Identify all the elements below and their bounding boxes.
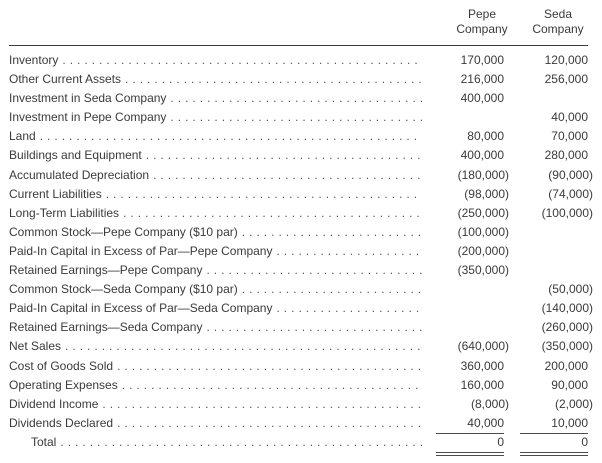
pepe-value: 170,000 [460, 53, 504, 67]
table-row [9, 242, 588, 261]
pepe-value: 40,000 [436, 414, 504, 434]
pepe-value: (98,000) [464, 186, 509, 201]
dot-leader [122, 376, 422, 395]
table-header [9, 7, 588, 37]
pepe-value: 360,000 [460, 358, 504, 373]
pepe-value: 400,000 [460, 148, 504, 163]
row-label: Retained Earnings—Seda Company [9, 320, 203, 335]
column-header-pepe [448, 7, 516, 37]
table-body [9, 51, 593, 452]
row-label: Other Current Assets [9, 72, 122, 87]
table-row [9, 166, 593, 185]
dot-leader [40, 127, 422, 146]
seda-value: 256,000 [544, 72, 588, 87]
row-label: Total [31, 434, 57, 449]
table-row [9, 280, 593, 299]
row-label: Current Liabilities [9, 186, 102, 201]
dot-leader [276, 299, 422, 318]
seda-value: (260,000) [541, 320, 593, 335]
table-row [9, 146, 588, 165]
dot-leader [276, 242, 422, 261]
dot-leader [106, 185, 422, 204]
seda-value: 10,000 [520, 414, 588, 434]
table-row [9, 414, 588, 433]
row-label: Dividends Declared [9, 415, 114, 430]
column-header-seda-line1: Seda [543, 7, 573, 21]
dot-leader [102, 395, 422, 414]
dot-leader [206, 261, 422, 280]
pepe-value: (8,000) [470, 396, 509, 411]
dot-leader [153, 166, 422, 185]
dot-leader [62, 51, 422, 70]
pepe-value: 0 [436, 433, 504, 453]
table-row [9, 395, 593, 414]
row-label: Net Sales [9, 339, 62, 354]
row-label: Inventory [9, 53, 59, 67]
column-header-pepe-line2: Company [456, 22, 508, 36]
pepe-value: (200,000) [457, 243, 509, 258]
dot-leader [60, 433, 422, 452]
column-header-seda-line2: Company [532, 22, 584, 36]
dot-leader [65, 337, 422, 356]
seda-value: (50,000) [548, 282, 593, 297]
table-row [9, 376, 588, 395]
row-label: Cost of Goods Sold [9, 358, 114, 373]
row-label: Buildings and Equipment [9, 148, 142, 163]
seda-value: 280,000 [544, 148, 588, 163]
header-divider [9, 45, 588, 46]
row-label: Paid-In Capital in Excess of Par—Pepe Company [9, 243, 273, 258]
pepe-value: (640,000) [457, 339, 509, 354]
pepe-value: (350,000) [457, 263, 509, 278]
pepe-value: 160,000 [460, 377, 504, 392]
dot-leader [117, 357, 422, 376]
row-label: Investment in Pepe Company [9, 110, 167, 125]
table-row [9, 433, 588, 452]
row-label: Investment in Seda Company [9, 91, 167, 106]
row-label: Accumulated Depreciation [9, 167, 150, 182]
seda-value: 120,000 [544, 53, 588, 67]
seda-value: (140,000) [541, 301, 593, 316]
seda-value: (74,000) [548, 186, 593, 201]
table-row [9, 127, 588, 146]
table-row [9, 89, 588, 108]
table-row [9, 357, 588, 376]
table-row [9, 261, 588, 280]
pepe-value: 80,000 [467, 129, 504, 144]
table-row [9, 223, 588, 242]
table-row [9, 108, 588, 127]
dot-leader [206, 318, 422, 337]
table-row [9, 185, 593, 204]
table-row [9, 51, 588, 70]
table-row [9, 204, 593, 223]
seda-value: (350,000) [541, 339, 593, 354]
pepe-value: (100,000) [457, 224, 509, 239]
seda-value: (2,000) [554, 396, 593, 411]
seda-value: (100,000) [541, 205, 593, 220]
seda-value: 90,000 [551, 377, 588, 392]
seda-value: 40,000 [551, 110, 588, 125]
pepe-value: 400,000 [460, 91, 504, 106]
row-label: Common Stock—Seda Company ($10 par) [9, 282, 238, 297]
column-header-pepe-line1: Pepe [467, 7, 497, 21]
seda-value: 70,000 [551, 129, 588, 144]
row-label: Operating Expenses [9, 377, 118, 392]
pepe-value: 216,000 [460, 72, 504, 87]
row-label: Dividend Income [9, 396, 99, 411]
dot-leader [123, 204, 422, 223]
dot-leader [117, 414, 422, 433]
row-label: Land [9, 129, 36, 144]
pepe-value: (180,000) [457, 167, 509, 182]
dot-leader [170, 108, 422, 127]
seda-value: 0 [520, 433, 588, 453]
seda-value: (90,000) [548, 167, 593, 182]
dot-leader [242, 280, 422, 299]
dot-leader [170, 89, 422, 108]
table-row [9, 299, 593, 318]
dot-leader [125, 70, 422, 89]
column-header-seda [524, 7, 592, 37]
row-label: Paid-In Capital in Excess of Par—Seda Company [9, 301, 273, 316]
table-row [9, 70, 588, 89]
table-row [9, 318, 593, 337]
dot-leader [242, 223, 422, 242]
row-label: Retained Earnings—Pepe Company [9, 263, 203, 278]
dot-leader [146, 146, 422, 165]
pepe-value: (250,000) [457, 205, 509, 220]
seda-value: 200,000 [544, 358, 588, 373]
row-label: Long-Term Liabilities [9, 205, 120, 220]
table-row [9, 337, 593, 356]
row-label: Common Stock—Pepe Company ($10 par) [9, 224, 238, 239]
